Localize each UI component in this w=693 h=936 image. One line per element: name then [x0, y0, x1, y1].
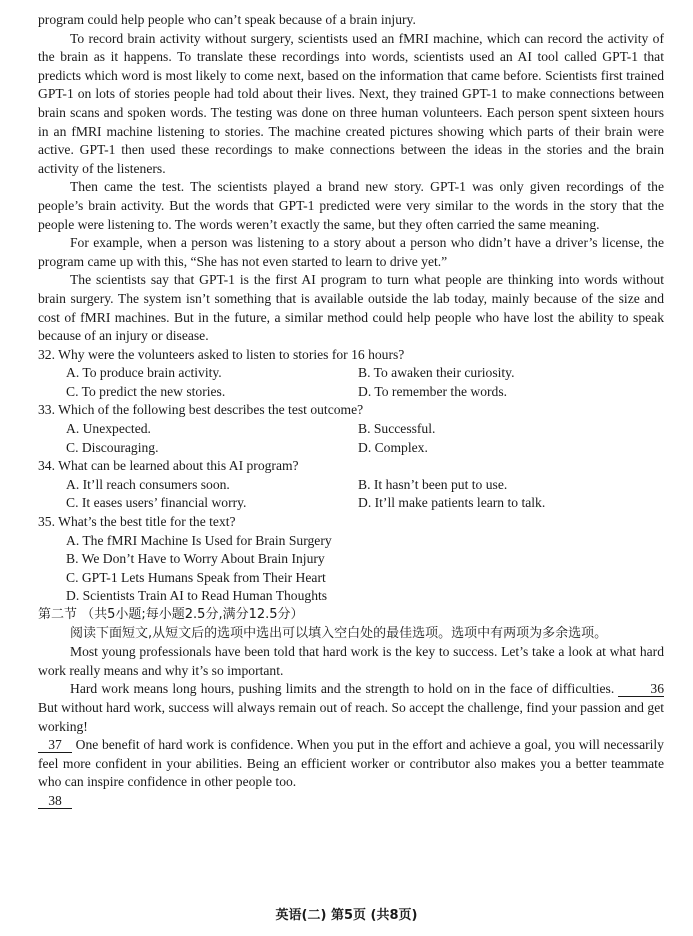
option-b: B. Successful.	[358, 421, 436, 437]
option-c: C. To predict the new stories.	[66, 383, 226, 399]
answer-options	[38, 476, 664, 513]
option-b: B. We Don’t Have to Worry About Brain Injury	[66, 551, 325, 567]
answer-options	[38, 364, 664, 401]
blank-36: 36	[618, 681, 664, 697]
passage-paragraph: Then came the test. The scientists played a brand new story. GPT-1 was only given recordings of the people’s brain activity. But the words that GPT-1 predicted were very similar to the words in the story that the people were listening to. The words weren’t exactly the same, but they often carried the same meaning.	[38, 179, 664, 232]
option-b: B. To awaken their curiosity.	[358, 365, 515, 381]
page-footer: 英语(二) 第5页 (共8页)	[275, 908, 418, 923]
option-c: C. Discouraging.	[66, 439, 159, 455]
answer-options	[38, 420, 664, 457]
option-d: D. Scientists Train AI to Read Human Thoughts	[66, 588, 328, 604]
question-34	[38, 457, 664, 513]
question-stem: 32. Why were the volunteers asked to listen to stories for 16 hours?	[38, 346, 405, 362]
section-heading: 第二节 （共5小题;每小题2.5分,满分12.5分）	[38, 607, 304, 622]
question-stem: 34. What can be learned about this AI program?	[38, 458, 299, 474]
option-a: A. The fMRI Machine Is Used for Brain Surgery	[66, 532, 332, 548]
passage-paragraph: The scientists say that GPT-1 is the first AI program to turn what people are thinking into words without brain surgery. The system isn’t something that is available outside the lab today, mainly because of the size and cost of fMRI machines. But in the future, a similar method could help people who have lost the ability to speak because of an injury or disease.	[38, 272, 664, 344]
answer-options	[38, 532, 664, 606]
option-a: A. It’ll reach consumers soon.	[66, 476, 230, 492]
question-32	[38, 346, 664, 402]
section-instructions: 阅读下面短文,从短文后的选项中选出可以填入空白处的最佳选项。选项中有两项为多余选项。	[70, 625, 608, 641]
passage-paragraph	[38, 680, 664, 736]
option-d: D. Complex.	[358, 439, 428, 455]
page-content	[38, 11, 664, 811]
passage-paragraph: program could help people who can’t speak because of a brain injury.	[38, 12, 416, 27]
option-a: A. To produce brain activity.	[66, 365, 222, 381]
option-c: C. GPT-1 Lets Humans Speak from Their Heart	[66, 569, 326, 585]
blank-38: 38	[38, 793, 72, 809]
option-a: A. Unexpected.	[66, 421, 151, 437]
passage-paragraph	[38, 736, 664, 792]
option-d: D. It’ll make patients learn to talk.	[358, 495, 546, 511]
passage-paragraph: For example, when a person was listening to a story about a person who didn’t have a driver’s license, the program came up with this, “She has not even started to learn to drive yet.”	[38, 235, 664, 269]
passage-paragraph: Most young professionals have been told that hard work is the key to success. Let’s take a look at what hard work really means and why it’s so important.	[38, 644, 664, 678]
paragraph-text: Hard work means long hours, pushing limits and the strength to hold on in the face of difficulties.	[70, 681, 615, 697]
option-b: B. It hasn’t been put to use.	[358, 476, 508, 492]
question-stem: 33. Which of the following best describes the test outcome?	[38, 402, 364, 418]
paragraph-text: One benefit of hard work is confidence. When you put in the effort and achieve a goal, you will necessarily feel more confident in your abilities. Being an efficient worker or contributor also makes you a better teammate who can inspire confidence in other people too.	[38, 737, 664, 790]
question-35	[38, 513, 664, 606]
option-c: C. It eases users’ financial worry.	[66, 495, 247, 511]
passage-paragraph: To record brain activity without surgery, scientists used an fMRI machine, which can record the activity of the brain as it happens. To translate these recordings into words, scientists used an AI tool called GPT-1 that predicts which word is most likely to come next, based on the information that came before. Scientists first trained GPT-1 on lots of stories people had told about their lives. Next, they trained GPT-1 to make connections between brain scans and spoken words. The testing was done on three human volunteers. Each person spent sixteen hours in an fMRI machine listening to stories. The machine created pictures showing which parts of their brain were active. GPT-1 then used these recordings to make connections between the ideas in the stories and the brain activity of the listeners.	[38, 30, 664, 176]
blank-37: 37	[38, 737, 72, 753]
option-d: D. To remember the words.	[358, 383, 508, 399]
paragraph-text: But without hard work, success will always remain out of reach. So accept the challenge, find your passion and get working!	[38, 699, 664, 734]
question-33	[38, 401, 664, 457]
question-stem: 35. What’s the best title for the text?	[38, 514, 236, 530]
passage-paragraph	[38, 792, 664, 811]
